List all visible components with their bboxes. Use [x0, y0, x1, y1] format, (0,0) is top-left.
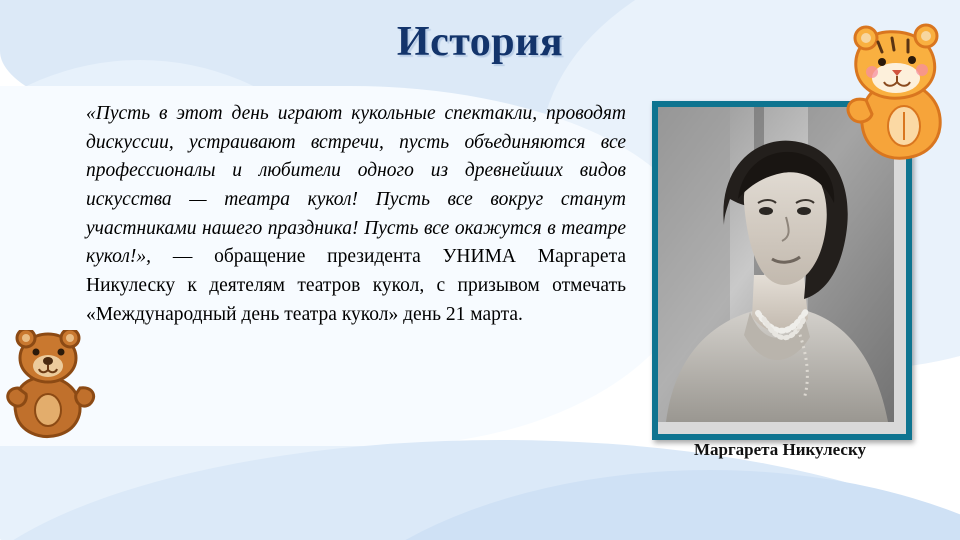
body-text — [86, 100, 626, 329]
quote-text: «Пусть в этот день играют кукольные спектакли, проводят дискуссии, устраивают встречи, пусть объединяются все профессионалы и любители одного из древнейших видов искусства — театра кукол! Пусть все вокруг станут участниками нашего праздника! Пусть все окажутся в театре кукол!», — [86, 103, 626, 268]
page-title: История — [396, 19, 564, 65]
bear-puppet-sticker — [6, 330, 102, 445]
bear-icon — [6, 330, 102, 440]
tiger-icon — [830, 22, 960, 162]
tiger-puppet-sticker — [830, 22, 960, 167]
attribution-text: — обращение президента УНИМА Маргарета Никулеску к деятелям театров кукол, с призывом отмечать «Международный день театра кукол» день 21 марта. — [86, 246, 626, 325]
photo-caption: Маргарета Никулеску — [693, 440, 867, 459]
